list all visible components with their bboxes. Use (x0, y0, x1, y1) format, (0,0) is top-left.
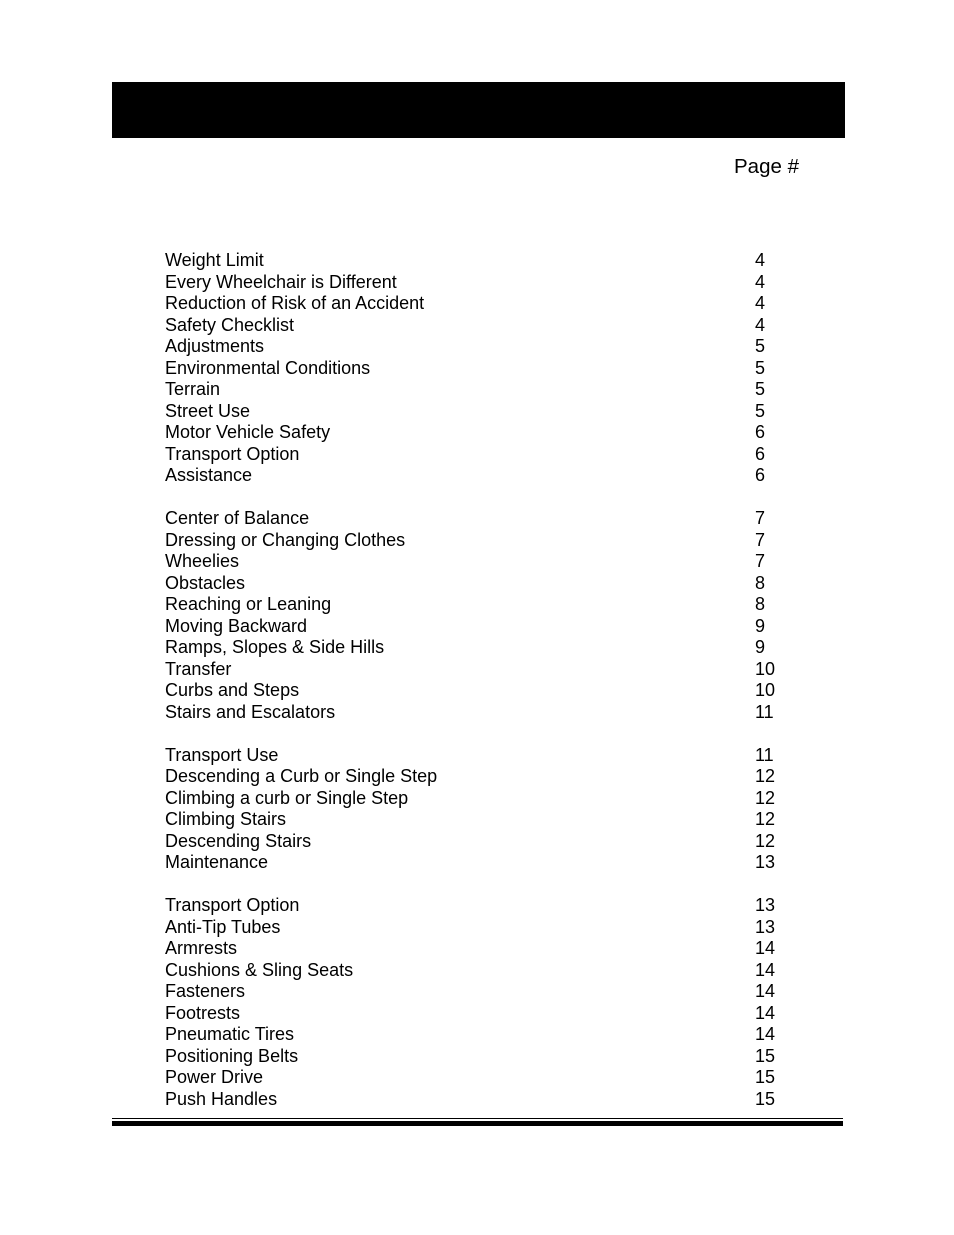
toc-entry-title: Push Handles (165, 1088, 278, 1109)
toc-entry (165, 272, 785, 294)
page-column-label: Page # (734, 155, 799, 178)
toc-entry (165, 551, 785, 573)
toc-entry-title: Terrain (165, 379, 221, 399)
toc-entry-page: 7 (755, 508, 766, 528)
toc-entry-title: Descending a Curb or Single Step (165, 766, 438, 786)
footer-rule-thin (112, 1118, 843, 1119)
toc-entry-page: 13 (755, 916, 776, 937)
toc-entry (165, 960, 785, 982)
toc-entry-page: 5 (755, 336, 766, 356)
toc-entry-page: 12 (755, 766, 776, 786)
toc-entry-title: Maintenance (165, 852, 269, 872)
toc-entry-page: 5 (755, 379, 766, 399)
toc-entry-title: Anti-Tip Tubes (165, 916, 281, 937)
toc-entry-page: 7 (755, 551, 766, 571)
toc-entry-title: Pneumatic Tires (165, 1024, 295, 1044)
toc-entry-title: Moving Backward (165, 615, 308, 636)
toc-entry (165, 616, 785, 638)
toc-entry-title: Every Wheelchair is Different (165, 271, 397, 292)
toc-entry-page: 11 (755, 701, 774, 722)
toc-entry-title: Footrests (165, 1002, 241, 1023)
toc-entry (165, 766, 785, 788)
toc-entry (165, 852, 785, 874)
toc-entry (165, 315, 785, 337)
toc-entry (165, 508, 785, 530)
toc-entry (165, 637, 785, 659)
toc-entry-title: Dressing or Changing Clothes (165, 529, 406, 550)
toc-entry-title: Street Use (165, 400, 251, 421)
toc-entry-page: 13 (755, 852, 776, 872)
toc-entry (165, 358, 785, 380)
toc-entry-title: Ramps, Slopes & Side Hills (165, 637, 385, 657)
toc-entry (165, 1067, 785, 1089)
toc-entry-title: Positioning Belts (165, 1045, 299, 1066)
toc-entry-title: Transport Use (165, 744, 279, 765)
toc-entry-page: 14 (755, 1002, 776, 1023)
toc-entry-page: 14 (755, 959, 776, 980)
toc-entry (165, 1089, 785, 1111)
toc-entry (165, 895, 785, 917)
header-bar (112, 82, 845, 138)
toc-entry-page: 6 (755, 443, 766, 464)
toc-entry-title: Stairs and Escalators (165, 701, 336, 722)
toc-group-spacer (165, 487, 785, 509)
toc-entry (165, 788, 785, 810)
toc-group-spacer (165, 723, 785, 745)
toc-entry-title: Curbs and Steps (165, 680, 300, 700)
toc-entry-page: 5 (755, 357, 766, 378)
toc-entry-title: Climbing a curb or Single Step (165, 787, 409, 808)
toc-entry (165, 336, 785, 358)
toc-entry (165, 1046, 785, 1068)
toc-entry (165, 293, 785, 315)
toc-entry-title: Motor Vehicle Safety (165, 422, 331, 442)
toc-entry-title: Adjustments (165, 336, 265, 356)
footer-rule-thick (112, 1121, 843, 1126)
toc-entry-page: 12 (755, 830, 776, 851)
toc-entry-title: Environmental Conditions (165, 357, 371, 378)
toc-entry-title: Armrests (165, 938, 237, 958)
toc-entry-page: 6 (755, 465, 766, 485)
toc-entry (165, 702, 785, 724)
table-of-contents (165, 250, 785, 1110)
toc-entry-page: 4 (755, 314, 766, 335)
toc-entry-page: 14 (755, 938, 776, 958)
toc-entry (165, 938, 785, 960)
toc-entry (165, 1024, 785, 1046)
toc-entry-page: 12 (755, 809, 776, 829)
toc-entry-title: Reduction of Risk of an Accident (165, 293, 425, 313)
toc-entry-title: Wheelies (165, 551, 240, 571)
toc-entry-page: 7 (755, 529, 766, 550)
toc-entry (165, 530, 785, 552)
toc-entry-title: Obstacles (165, 572, 246, 593)
toc-entry (165, 250, 785, 272)
toc-entry-title: Fasteners (165, 981, 246, 1001)
toc-entry-title: Cushions & Sling Seats (165, 959, 354, 980)
toc-entry-page: 14 (755, 981, 776, 1001)
toc-entry-page: 4 (755, 250, 766, 270)
toc-entry-title: Transport Option (165, 443, 300, 464)
toc-entry (165, 981, 785, 1003)
toc-entry-page: 10 (755, 680, 776, 700)
toc-group-spacer (165, 874, 785, 896)
toc-entry-page: 9 (755, 615, 766, 636)
toc-entry (165, 422, 785, 444)
toc-entry (165, 659, 785, 681)
toc-entry-page: 15 (755, 1088, 776, 1109)
toc-entry-title: Center of Balance (165, 508, 310, 528)
toc-entry-title: Power Drive (165, 1067, 264, 1087)
toc-entry-page: 13 (755, 895, 776, 915)
toc-entry-title: Weight Limit (165, 250, 264, 270)
toc-entry-page: 8 (755, 572, 766, 593)
toc-entry (165, 401, 785, 423)
toc-entry-page: 9 (755, 637, 766, 657)
toc-entry-page: 15 (755, 1045, 776, 1066)
toc-entry (165, 917, 785, 939)
toc-entry-page: 11 (755, 744, 774, 765)
toc-entry-title: Climbing Stairs (165, 809, 287, 829)
toc-entry-page: 4 (755, 271, 766, 292)
toc-entry-page: 12 (755, 787, 776, 808)
toc-entry (165, 680, 785, 702)
toc-entry-page: 6 (755, 422, 766, 442)
toc-entry-page: 5 (755, 400, 766, 421)
toc-entry (165, 444, 785, 466)
toc-entry-page: 4 (755, 293, 766, 313)
toc-entry-title: Safety Checklist (165, 314, 295, 335)
toc-entry (165, 809, 785, 831)
toc-entry (165, 831, 785, 853)
toc-entry-title: Descending Stairs (165, 830, 312, 851)
toc-entry-page: 8 (755, 594, 766, 614)
toc-entry-page: 14 (755, 1024, 776, 1044)
toc-entry (165, 573, 785, 595)
toc-entry-title: Reaching or Leaning (165, 594, 332, 614)
toc-entry-title: Transport Option (165, 895, 300, 915)
toc-entry (165, 745, 785, 767)
toc-entry (165, 465, 785, 487)
toc-entry-page: 10 (755, 658, 776, 679)
toc-entry (165, 1003, 785, 1025)
toc-entry-page: 15 (755, 1067, 776, 1087)
toc-entry-title: Assistance (165, 465, 253, 485)
toc-entry (165, 594, 785, 616)
toc-entry-title: Transfer (165, 658, 232, 679)
toc-entry (165, 379, 785, 401)
